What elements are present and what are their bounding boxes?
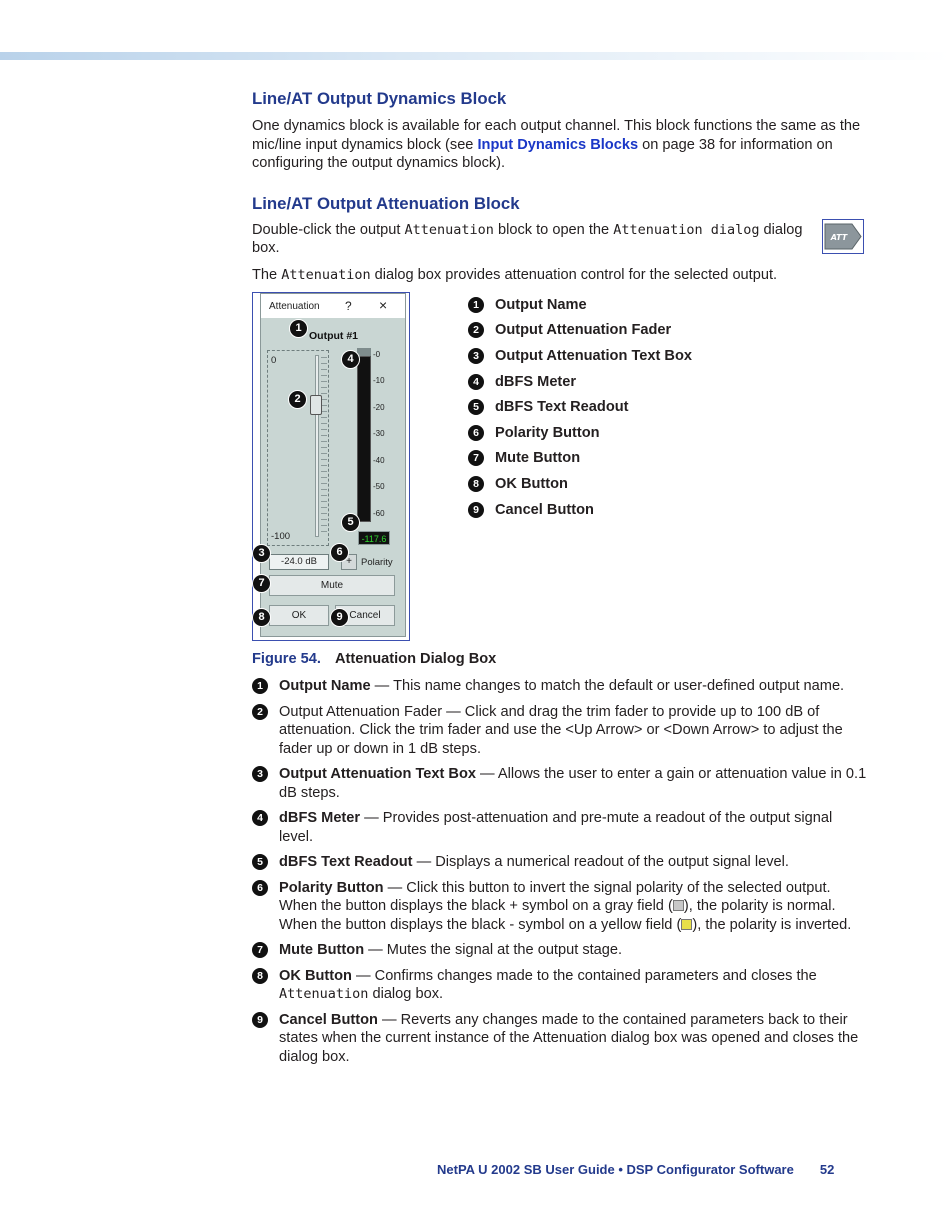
section-title-dynamics: Line/AT Output Dynamics Block <box>252 89 507 108</box>
description-term: Cancel Button <box>279 1011 378 1028</box>
page-number: 52 <box>819 1162 835 1177</box>
attenuation-dialog <box>260 293 406 637</box>
description-text: — Displays a numerical readout of the output signal level. <box>412 854 789 870</box>
fader-max-label: 0 <box>271 355 277 366</box>
fader-group <box>267 350 329 546</box>
description-text: — Allows the user to enter a gain or attenuation value in 0.1 dB steps. <box>279 766 867 801</box>
description-item <box>252 677 872 696</box>
att-block-icon <box>822 219 864 254</box>
dynamics-paragraph <box>252 117 872 173</box>
legend-item <box>468 497 768 523</box>
fader-track[interactable] <box>315 355 319 537</box>
description-term: Output Attenuation Fader <box>279 703 443 720</box>
description-term: OK Button <box>279 967 352 984</box>
description-text: — Reverts any changes made to the contained parameters back to their states when the current instance of the Attenuation dialog box was opened and closes the dialog box. <box>279 1011 859 1065</box>
callout-3: 3 <box>252 544 271 563</box>
dbfs-readout: -117.6 <box>358 531 390 545</box>
legend-number: 5 <box>468 399 484 415</box>
description-number: 2 <box>252 704 268 720</box>
callout-6: 6 <box>330 543 349 562</box>
dynamics-text-1: One dynamics block is available for each output channel. This block functions the same as the mic/line input dynamics block (see <box>252 118 861 153</box>
legend-label: Cancel Button <box>495 501 594 518</box>
description-text: — Click this button to invert the signal polarity of the selected output. When the button displays the black + symbol on a gray field ( <box>279 879 831 914</box>
meter-tick-label: -10 <box>373 376 385 385</box>
att2-text-a: The <box>252 266 282 283</box>
legend-item <box>468 420 768 446</box>
callout-7: 7 <box>252 574 271 593</box>
legend-label: Output Attenuation Text Box <box>495 347 692 364</box>
figure-number: Figure 54. <box>252 651 321 667</box>
description-term: Output Name <box>279 678 371 694</box>
description-item <box>252 853 872 872</box>
output-name: Output #1 <box>309 330 358 342</box>
close-icon[interactable]: × <box>379 297 388 313</box>
legend-label: dBFS Meter <box>495 373 577 390</box>
legend-item <box>468 471 768 497</box>
main-content <box>252 88 872 284</box>
dynamics-text-2: on page 38 for information on configuring the output dynamics block). <box>252 136 833 171</box>
legend-item <box>468 369 768 395</box>
dialog-title: Attenuation <box>269 301 320 312</box>
description-list <box>252 677 872 1073</box>
fader-min-label: -100 <box>271 531 291 542</box>
meter-scale <box>373 350 403 526</box>
polarity-button[interactable]: + <box>341 554 357 570</box>
att2-text-b: dialog box provides attenuation control for the selected output. <box>370 266 778 283</box>
figure-title: Attenuation Dialog Box <box>334 651 497 667</box>
description-number: 3 <box>252 766 268 782</box>
figure-caption <box>252 651 496 667</box>
legend-number: 7 <box>468 450 484 466</box>
legend-item <box>468 318 768 344</box>
mute-button[interactable]: Mute <box>269 575 395 596</box>
description-text: — Mutes the signal at the output stage. <box>364 942 623 958</box>
description-number: 7 <box>252 942 268 958</box>
meter-tick-label: -40 <box>373 456 385 465</box>
description-item <box>252 941 872 960</box>
att-text-c: dialog box. <box>252 221 803 256</box>
callout-8: 8 <box>252 608 271 627</box>
legend-number: 6 <box>468 425 484 441</box>
dialog-titlebar <box>261 294 405 318</box>
polarity-label: Polarity <box>361 557 393 568</box>
callout-9: 9 <box>330 608 349 627</box>
att2-code: Attenuation <box>281 266 371 283</box>
legend-label: Output Name <box>495 296 587 313</box>
description-number: 5 <box>252 854 268 870</box>
legend-number: 1 <box>468 297 484 313</box>
page-footer <box>437 1162 834 1177</box>
legend-label: OK Button <box>495 475 568 492</box>
att-code-1: Attenuation <box>404 221 494 238</box>
header-gradient-bar <box>0 52 950 60</box>
description-term: Mute Button <box>279 942 365 958</box>
description-item <box>252 809 872 846</box>
attenuation-textbox[interactable]: -24.0 dB <box>269 554 329 570</box>
description-text: — Click and drag the trim fader to provide up to 100 dB of attenuation. Click the trim fader and use the <Up Arrow> or <Down Arrow> to adjust the fader up or down in 1 dB steps. <box>279 703 843 757</box>
legend-number: 8 <box>468 476 484 492</box>
dbfs-meter <box>357 356 371 522</box>
meter-tick-label: -0 <box>373 350 381 359</box>
callout-4: 4 <box>341 350 360 369</box>
yellow-polarity-swatch-icon <box>681 919 692 930</box>
description-number: 9 <box>252 1012 268 1028</box>
description-text: — Confirms changes made to the contained parameters and closes the <box>351 967 817 984</box>
description-item <box>252 879 872 935</box>
description-text: ), the polarity is normal. When the button displays the black - symbol on a yellow field ( <box>279 898 836 933</box>
callout-legend <box>468 292 768 522</box>
legend-number: 3 <box>468 348 484 364</box>
cancel-button[interactable]: Cancel <box>335 605 395 626</box>
callout-2: 2 <box>288 390 307 409</box>
legend-label: dBFS Text Readout <box>495 399 629 416</box>
description-item <box>252 765 872 802</box>
gray-polarity-swatch-icon <box>673 900 684 911</box>
description-number: 1 <box>252 678 268 694</box>
description-item <box>252 1011 872 1067</box>
description-number: 8 <box>252 968 268 984</box>
att-code-2: Attenuation dialog <box>613 221 760 238</box>
legend-item <box>468 343 768 369</box>
description-term: Polarity Button <box>279 879 384 896</box>
legend-number: 4 <box>468 374 484 390</box>
description-item <box>252 703 872 759</box>
fader-thumb[interactable] <box>310 395 322 415</box>
description-term: dBFS Text Readout <box>279 854 413 870</box>
description-text: — Provides post-attenuation and pre-mute a readout of the output signal level. <box>279 810 833 845</box>
description-term: dBFS Meter <box>279 810 361 826</box>
legend-label: Output Attenuation Fader <box>495 322 672 339</box>
legend-item <box>468 446 768 472</box>
att-text-b: block to open the <box>493 221 614 238</box>
meter-tick-label: -50 <box>373 482 385 491</box>
meter-tick-label: -60 <box>373 509 385 518</box>
description-code: Attenuation <box>279 986 369 1002</box>
meter-tick-label: -30 <box>373 429 385 438</box>
callout-5: 5 <box>341 513 360 532</box>
attenuation-paragraph-2 <box>252 266 872 285</box>
description-number: 6 <box>252 880 268 896</box>
fader-ticks <box>321 357 327 535</box>
legend-number: 9 <box>468 502 484 518</box>
description-number: 4 <box>252 810 268 826</box>
legend-number: 2 <box>468 322 484 338</box>
callout-1: 1 <box>289 319 308 338</box>
ok-button[interactable]: OK <box>269 605 329 626</box>
meter-tick-label: -20 <box>373 403 385 412</box>
input-dynamics-link[interactable]: Input Dynamics Blocks <box>477 136 639 153</box>
att-icon-label: ATT <box>830 233 848 242</box>
description-text: ), the polarity is inverted. <box>692 916 852 933</box>
description-item <box>252 967 872 1004</box>
legend-item <box>468 292 768 318</box>
attenuation-paragraph-1 <box>252 221 807 258</box>
footer-guide-title: NetPA U 2002 SB User Guide • DSP Configurator Software <box>437 1162 794 1177</box>
att-text-a: Double-click the output <box>252 221 405 238</box>
help-icon[interactable]: ? <box>345 299 352 313</box>
description-text: dialog box. <box>368 986 444 1002</box>
legend-label: Mute Button <box>495 450 581 467</box>
legend-item <box>468 394 768 420</box>
description-term: Output Attenuation Text Box <box>279 766 476 782</box>
section-title-attenuation: Line/AT Output Attenuation Block <box>252 193 520 213</box>
legend-label: Polarity Button <box>495 424 600 441</box>
description-text: — This name changes to match the default or user-defined output name. <box>370 678 845 694</box>
